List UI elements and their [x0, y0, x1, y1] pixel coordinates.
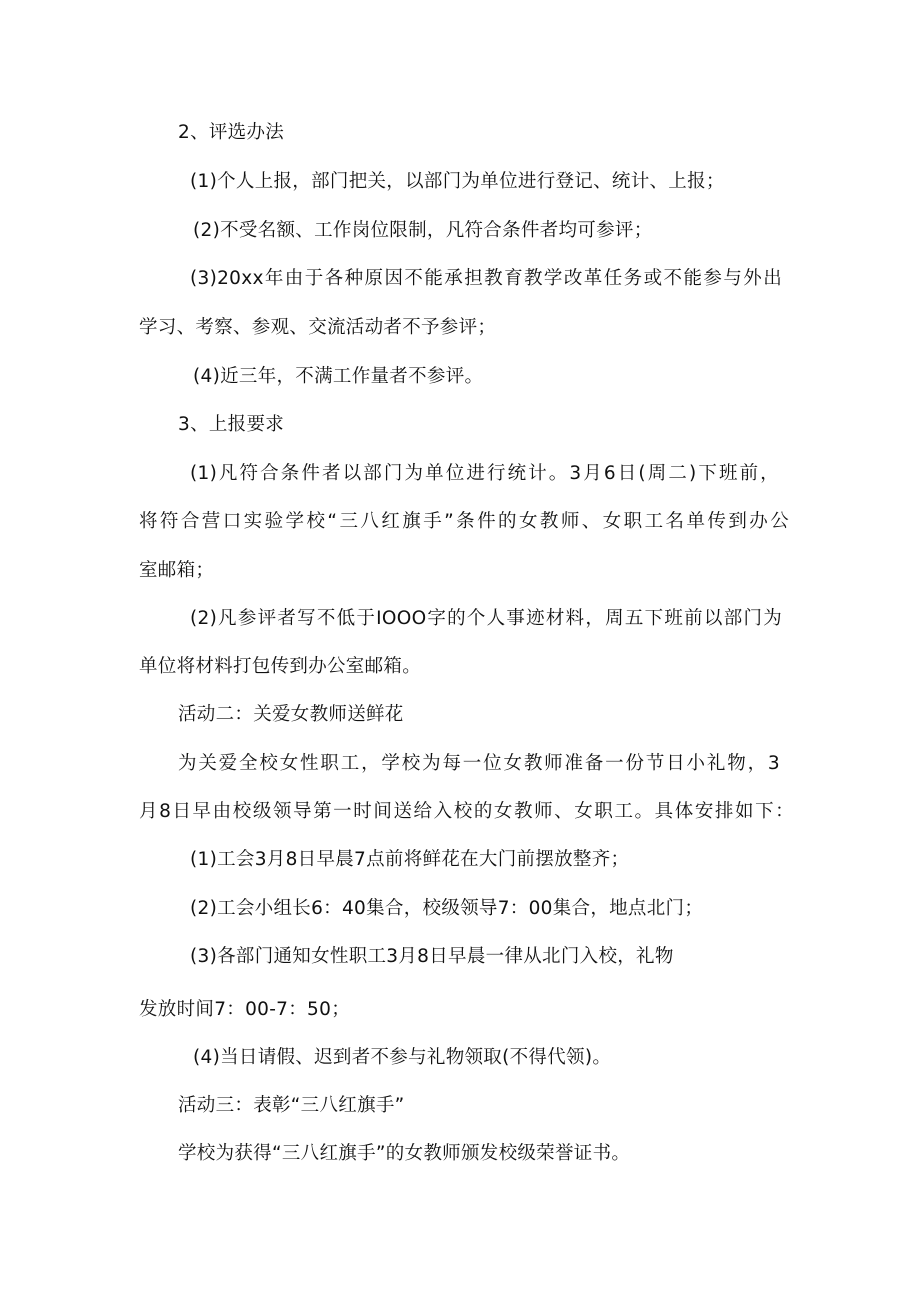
- section-heading-evaluation-method: 2、评选办法: [178, 122, 285, 143]
- section-heading-report-requirements: 3、上报要求: [178, 414, 285, 435]
- paragraph-line: (4)近三年，不满工作量者不参评。: [193, 366, 484, 387]
- paragraph-line: 学校为获得“三八红旗手”的女教师颁发校级荣誉证书。: [178, 1143, 631, 1164]
- paragraph-line: 为关爱全校女性职工，学校为每一位女教师准备一份节日小礼物，3: [178, 753, 780, 774]
- paragraph-line: (4)当日请假、迟到者不参与礼物领取(不得代领)。: [193, 1047, 612, 1068]
- paragraph-line: (1)工会3月8日早晨7点前将鲜花在大门前摆放整齐；: [190, 849, 630, 870]
- paragraph-line: (2)工会小组长6：40集合，校级领导7：00集合，地点北门；: [190, 898, 704, 919]
- paragraph-line: 月8日早由校级领导第一时间送给入校的女教师、女职工。具体安排如下：: [139, 801, 794, 822]
- paragraph-line: (3)各部门通知女性职工3月8日早晨一律从北门入校，礼物: [190, 946, 674, 967]
- paragraph-line: (2)不受名额、工作岗位限制，凡符合条件者均可参评；: [193, 220, 653, 241]
- paragraph-line: 单位将材料打包传到办公室邮箱。: [139, 656, 422, 677]
- paragraph-line: 发放时间7：00-7：50；: [139, 999, 350, 1020]
- activity-three-heading: 活动三：表彰“三八红旗手”: [178, 1095, 405, 1116]
- paragraph-line: 学习、考察、参观、交流活动者不予参评；: [139, 317, 497, 338]
- paragraph-line: (3)20xx年由于各种原因不能承担教育教学改革任务或不能参与外出: [190, 268, 782, 289]
- paragraph-line: (1)凡符合条件者以部门为单位进行统计。3月6日(周二)下班前，: [190, 463, 779, 484]
- paragraph-line: 将符合营口实验学校“三八红旗手”条件的女教师、女职工名单传到办公: [139, 511, 789, 532]
- paragraph-line: (1)个人上报，部门把关，以部门为单位进行登记、统计、上报；: [190, 171, 725, 192]
- paragraph-line: 室邮箱；: [139, 560, 215, 581]
- activity-two-heading: 活动二：关爱女教师送鲜花: [178, 704, 404, 725]
- paragraph-line: (2)凡参评者写不低于IOOO字的个人事迹材料，周五下班前以部门为: [190, 608, 782, 629]
